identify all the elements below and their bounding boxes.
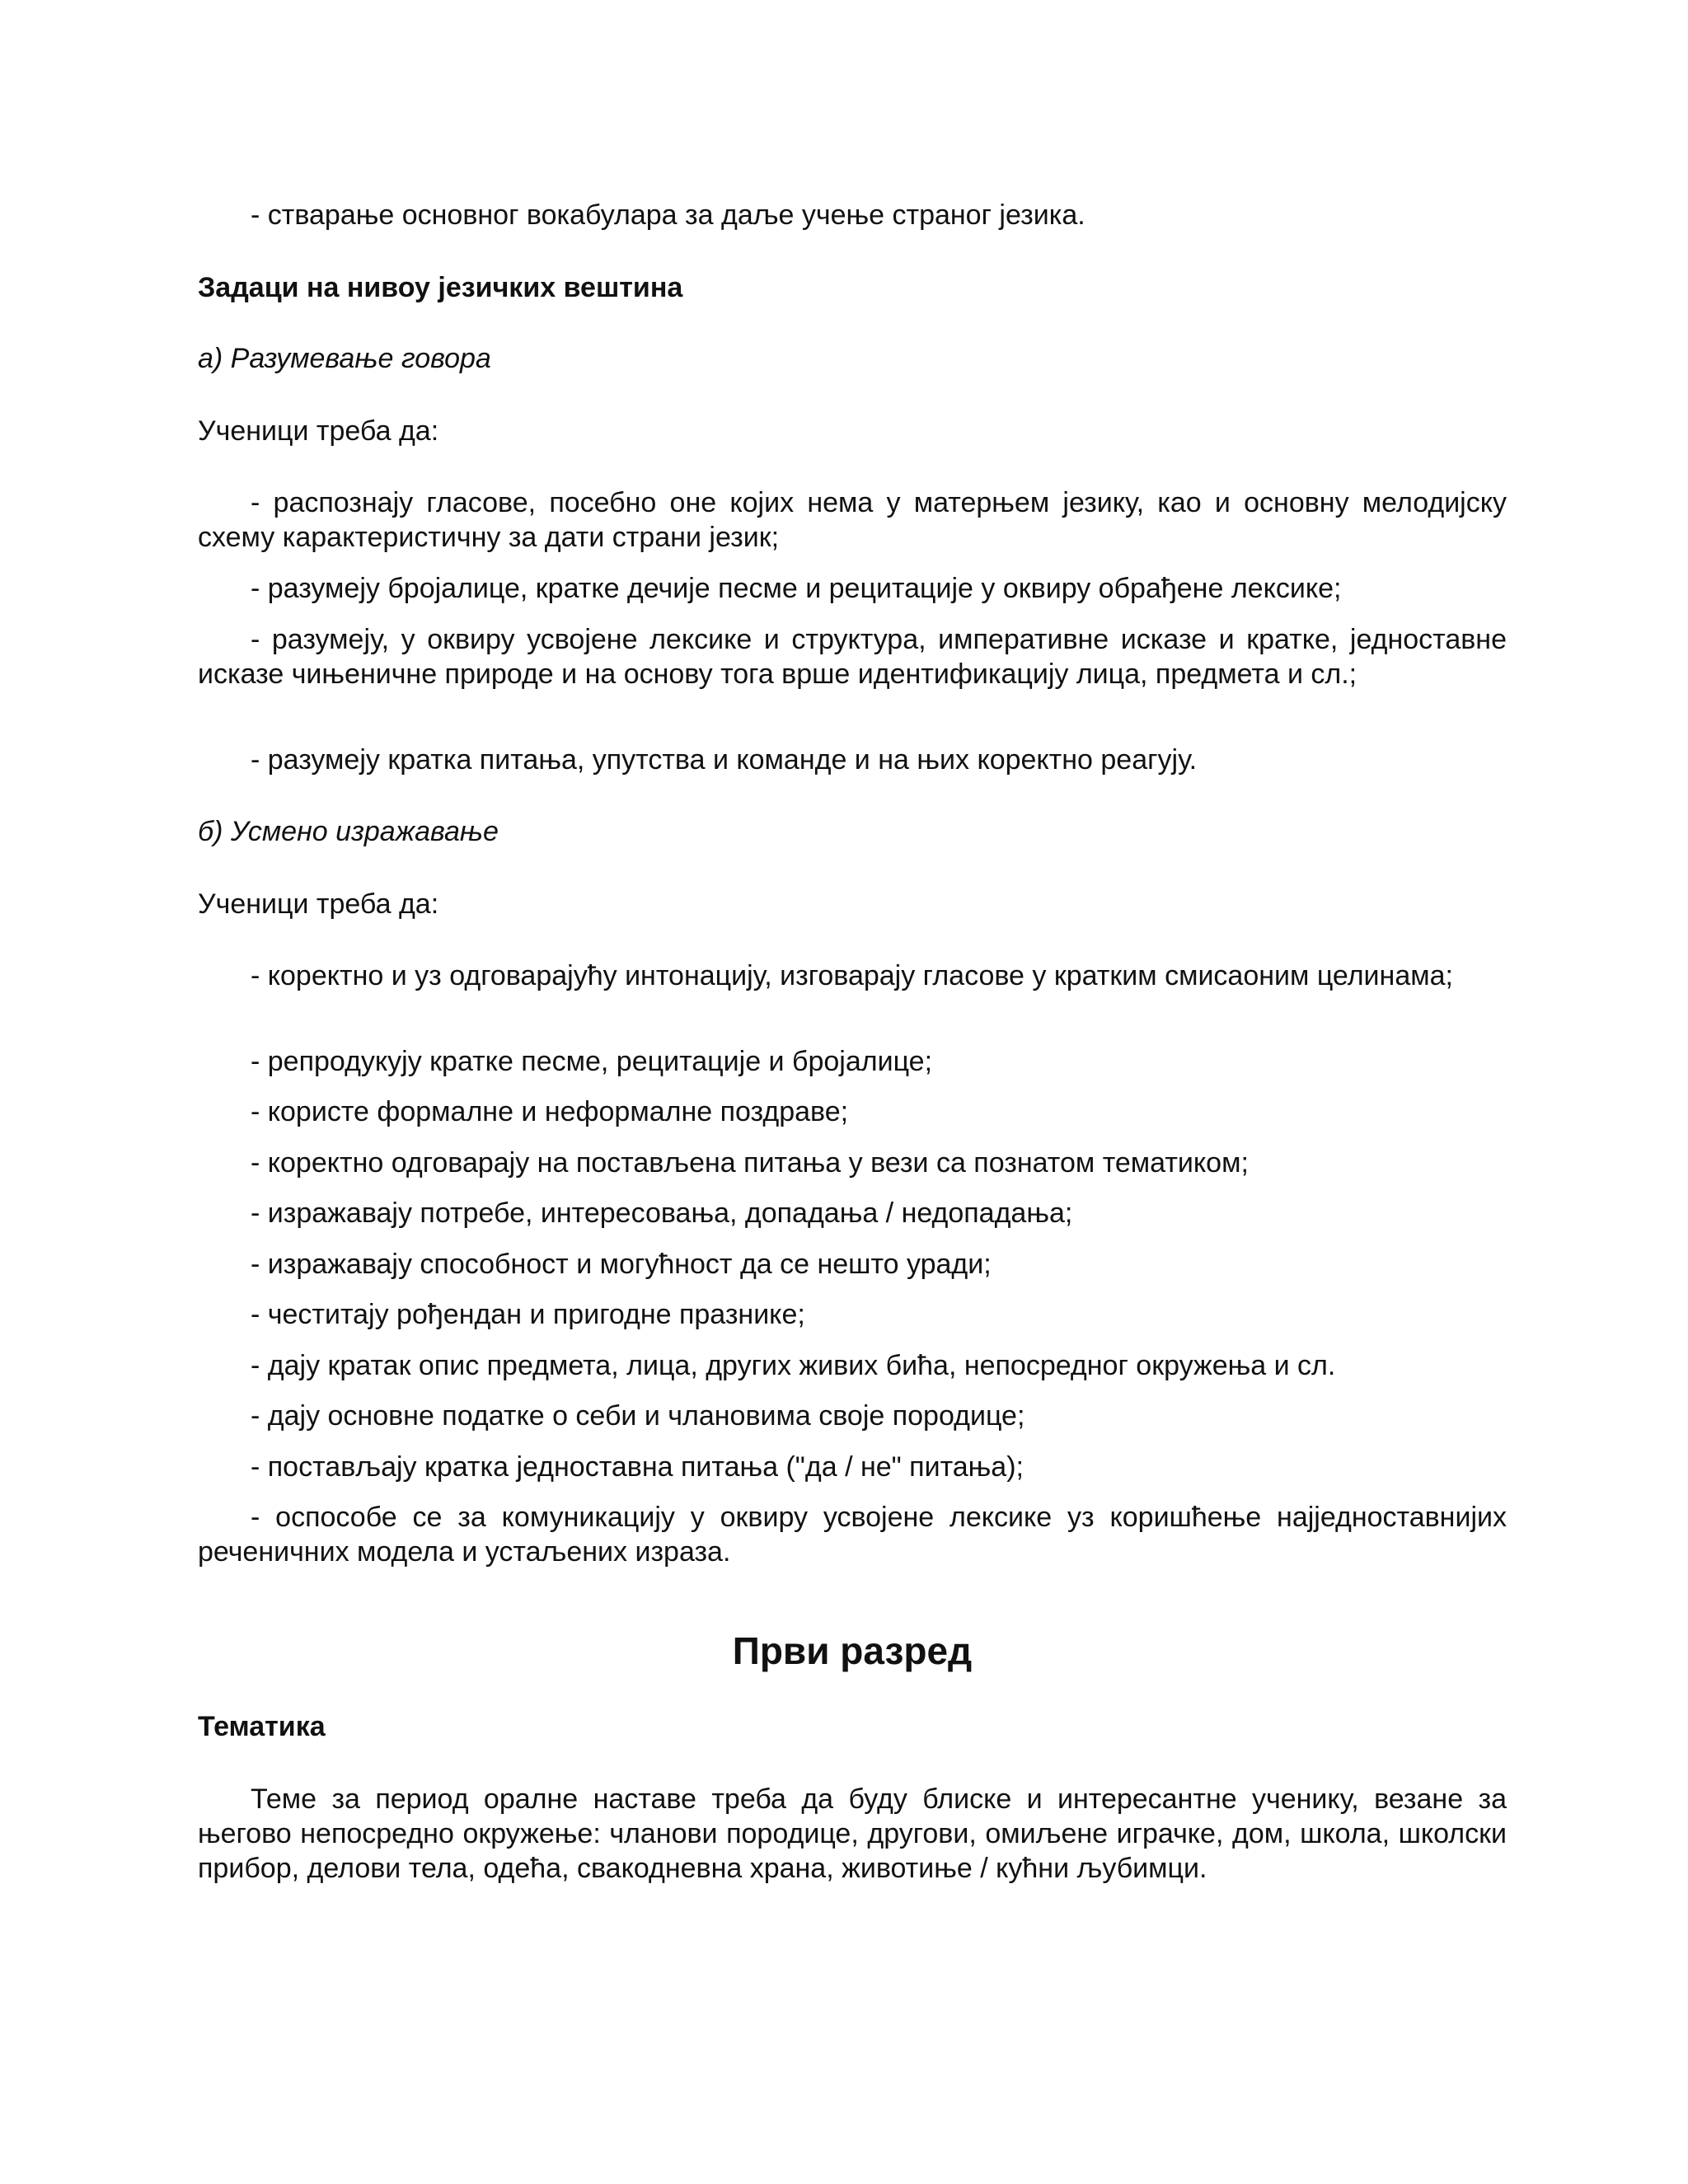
list-item: - оспособе се за комуникацију у оквиру усвојене лексике уз коришћење најједноставнијих реченичних модела и устаљених израза. (198, 1502, 1507, 1568)
list-item: - разумеју бројалице, кратке дечије песме и рецитације у оквиру обрађене лексике; (251, 573, 1342, 604)
list-item: - дају основне податке о себи и члановима своје породице; (251, 1400, 1025, 1432)
subsection-title-listening: а) Разумевање говора (198, 343, 491, 374)
list-item: - постављају кратка једноставна питања ("да / не" питања); (251, 1451, 1024, 1483)
list-item: - коректно и уз одговарајућу интонацију, изговарају гласове у кратким смисаоним целинама; (251, 960, 1453, 991)
list-item: - користе формалне и неформалне поздраве; (251, 1096, 849, 1127)
list-item: - изражавају способност и могућност да се нешто уради; (251, 1249, 992, 1280)
section-heading: Задаци на нивоу језичких вештина (198, 272, 683, 303)
topics-heading: Тематика (198, 1711, 326, 1742)
list-item: - коректно одговарају на постављена питања у вези са познатом тематиком; (251, 1147, 1249, 1179)
list-item: - дају кратак опис предмета, лица, других живих бића, непосредног окружења и сл. (251, 1350, 1336, 1381)
topics-paragraph: Теме за период оралне наставе треба да буду блиске и интересантне ученику, везане за његово непосредно окружење: чланови породице, другови, омиљене играчке, дом, школа, школски прибор, делови тела, одећа, свакодневна храна, животиње / кућни љубимци. (198, 1783, 1507, 1884)
lead-text-listening: Ученици треба да: (198, 415, 439, 447)
grade-title: Први разред (732, 1629, 973, 1672)
list-item: - разумеју, у оквиру усвојене лексике и структура, императивне исказе и кратке, једноставне исказе чињеничне природе и на основу тога врше идентификацију лица, предмета и сл.; (198, 624, 1507, 690)
list-item: - честитају рођендан и пригодне празнике; (251, 1299, 805, 1330)
list-item: - распознају гласове, посебно оне којих нема у матерњем језику, као и основну мелодијску схему карактеристичну за дати страни језик; (198, 487, 1507, 553)
intro-list-item: - стварање основног вокабулара за даље учење страног језика. (251, 199, 1085, 231)
list-item: - изражавају потребе, интересовања, допадања / недопадања; (251, 1197, 1073, 1229)
lead-text-speaking: Ученици треба да: (198, 888, 439, 920)
list-item: - разумеју кратка питања, упутства и команде и на њих коректно реагују. (251, 744, 1198, 776)
subsection-title-speaking: б) Усмено изражавање (198, 816, 499, 847)
list-item: - репродукују кратке песме, рецитације и бројалице; (251, 1046, 933, 1077)
